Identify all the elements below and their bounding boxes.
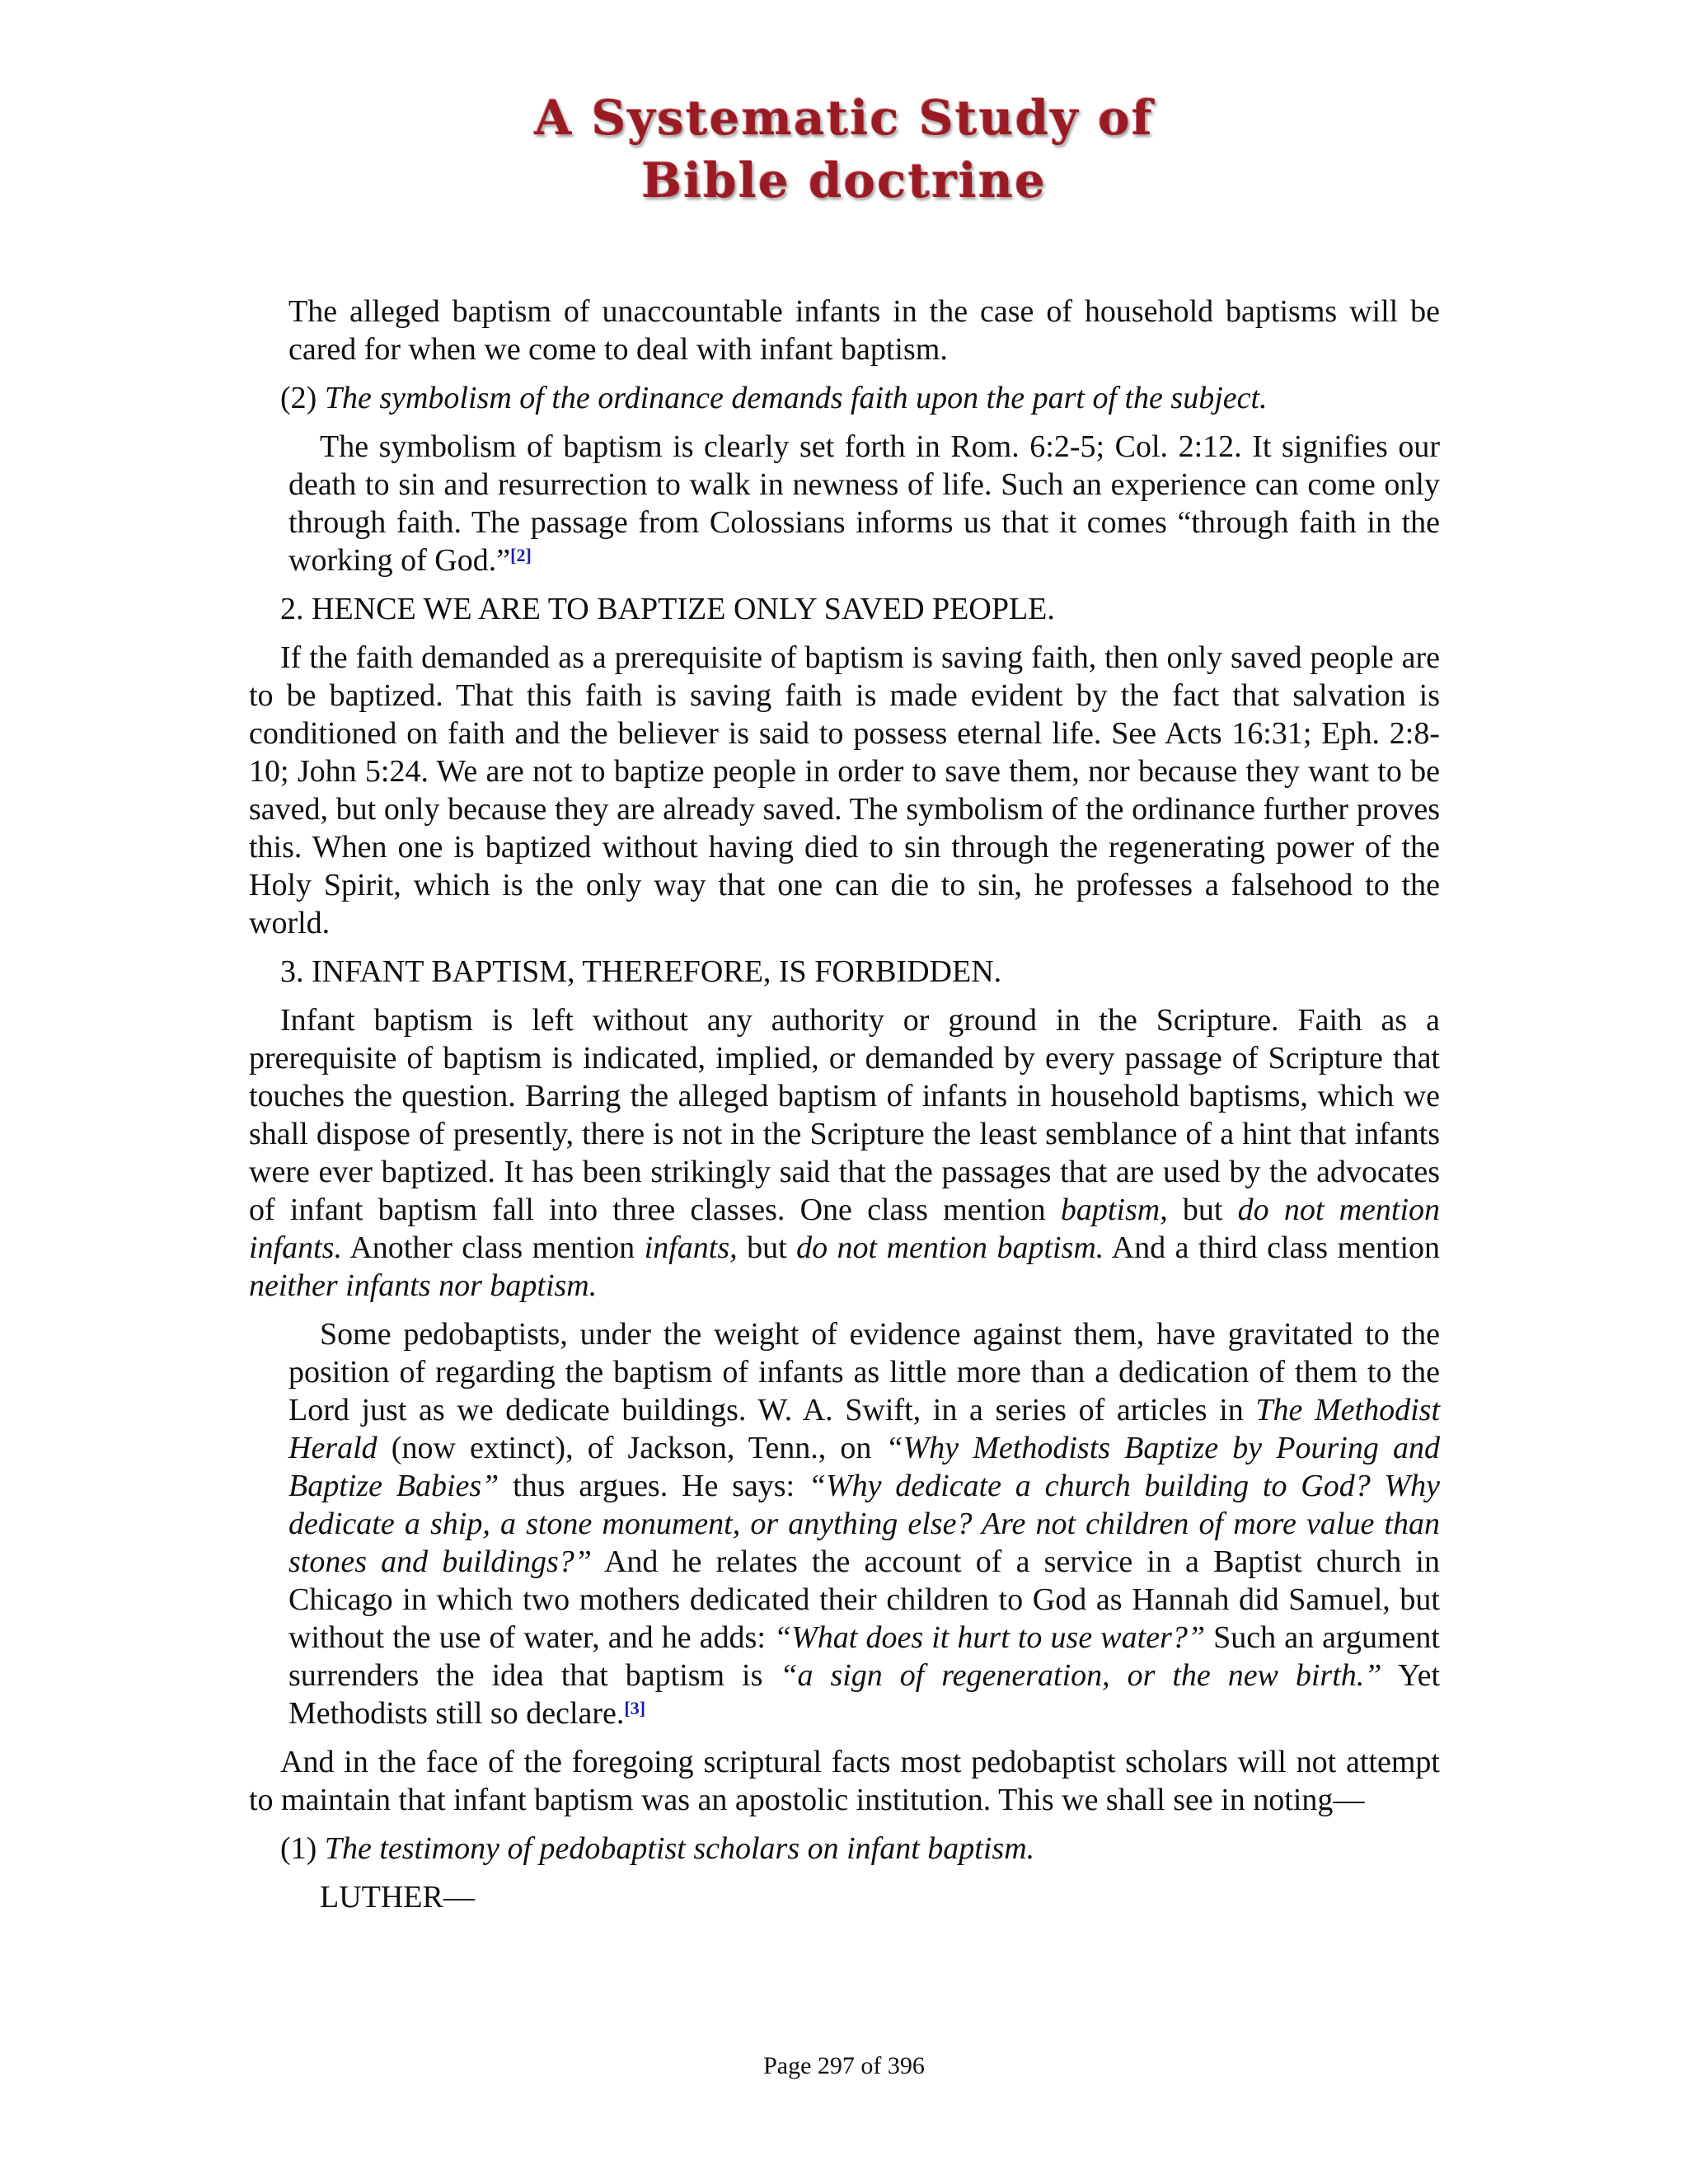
- subheading-luther: LUTHER—: [320, 1880, 475, 1915]
- paragraph-household-baptisms: The alleged baptism of unaccountable infants in the case of household baptisms will be cared for when we come to deal with infant baptism.: [288, 294, 1440, 367]
- book-title-banner: [0, 87, 1688, 212]
- paragraph-infant-baptism: Infant baptism is left without any authority or ground in the Scripture. Faith as a prerequisite of baptism is indicated, implied, or demanded by every passage of Scripture that touches the question. Barring the alleged baptism of infants in household baptisms, which we shall dispose of presently, there is not in the Scripture the least semblance of a hint that infants were ever baptized. It has been strikingly said that the passages that are used by the advocates of infant baptism fall into three classes. One class mention baptism, but do not mention infants. Another class mention infants, but do not mention baptism. And a third class mention neither infants nor baptism.: [249, 1003, 1441, 1303]
- paragraph-saving-faith: If the faith demanded as a prerequisite of baptism is saving faith, then only saved people are to be baptized. That this faith is saving faith is made evident by the fact that salvation is conditioned on faith and the believer is said to possess eternal life. See Acts 16:31; Eph. 2:8-10; John 5:24. We are not to baptize people in order to save them, nor because they want to be saved, but only because they are already saved. The symbolism of the ordinance further proves this. When one is baptized without having died to sin through the regenerating power of the Holy Spirit, which is the only way that one can die to sin, he professes a falsehood to the world.: [249, 640, 1440, 940]
- subheading-text: The symbolism of the ordinance demands faith upon the part of the subject.: [324, 381, 1268, 415]
- paragraph-scriptural-facts: And in the face of the foregoing scriptural facts most pedobaptist scholars will not attempt to maintain that infant baptism was an apostolic institution. This we shall see in noting—: [249, 1745, 1440, 1817]
- paragraph-pedobaptist-dedication: Some pedobaptists, under the weight of evidence against them, have gravitated to the position of regarding the baptism of infants as little more than a dedication of them to the Lord just as we dedicate buildings. W. A. Swift, in a series of articles in The Methodist Herald (now extinct), of Jackson, Tenn., on “Why Methodists Baptize by Pouring and Baptize Babies” thus argues. He says: “Why dedicate a church building to God? Why dedicate a ship, a stone monument, or anything else? Are not children of more value than stones and buildings?” And he relates the account of a service in a Baptist church in Chicago in which two mothers dedicated their children to God as Hannah did Samuel, but without the use of water, and he adds: “What does it hurt to use water?” Such an argument surrenders the idea that baptism is “a sign of regeneration, or the new birth.” Yet Methodists still so declare.[3]: [288, 1317, 1441, 1731]
- book-title-line-2: Bible doctrine: [641, 152, 1047, 209]
- page-number: Page 297 of 396: [763, 2052, 925, 2079]
- subheading-testimony: (1) The testimony of pedobaptist scholars on infant baptism.: [280, 1831, 1035, 1866]
- subheading-number: (2): [280, 381, 325, 415]
- paragraph-text: The symbolism of baptism is clearly set forth in Rom. 6:2-5; Col. 2:12. It signifies our death to sin and resurrection to walk in newness of life. Such an experience can come only through faith. The passage from Colossians informs us that it comes “through faith in the working of God.”: [288, 429, 1440, 578]
- page-body: [249, 293, 1440, 1927]
- book-title-line-1: A Systematic Study of: [534, 90, 1154, 146]
- heading-baptize-saved: 2. HENCE WE ARE TO BAPTIZE ONLY SAVED PEOPLE.: [280, 592, 1055, 626]
- subheading-symbolism: [249, 379, 1440, 417]
- footnote-link-2[interactable]: [2]: [510, 545, 532, 565]
- heading-infant-baptism-forbidden: 3. INFANT BAPTISM, THEREFORE, IS FORBIDDEN.: [280, 954, 1002, 989]
- paragraph-symbolism: [249, 428, 1440, 579]
- footnote-link-3[interactable]: [3]: [624, 1698, 646, 1718]
